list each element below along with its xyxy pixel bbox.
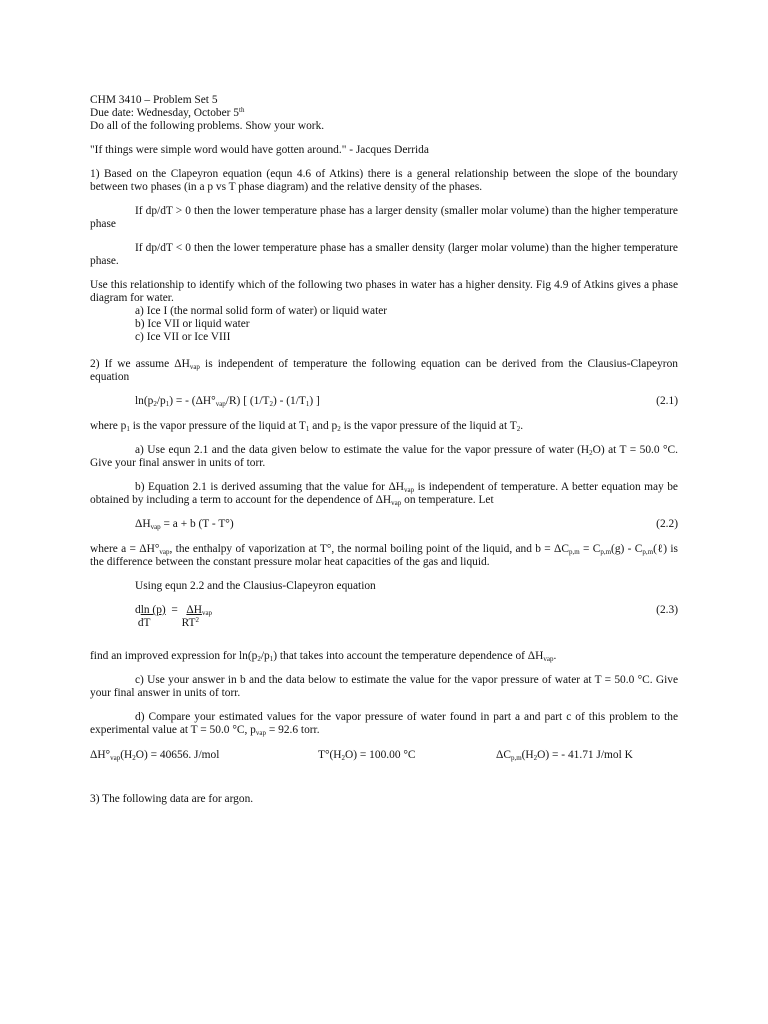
list-item: a) Ice I (the normal solid form of water) or liquid water xyxy=(135,305,388,317)
equation-2-3 xyxy=(135,604,678,632)
list-item: b) Ice VII or liquid water xyxy=(135,318,250,330)
document-page xyxy=(90,94,678,817)
equation-number: (2.2) xyxy=(656,518,678,530)
data-row xyxy=(90,749,678,763)
part-c: c) Use your answer in b and the data below to estimate the value for the vapor pressure of water at T = 50.0 °C. Give your final answer in units of torr. xyxy=(90,674,678,699)
equation-number: (2.1) xyxy=(656,395,678,407)
equation-number: (2.3) xyxy=(656,604,678,616)
part-b: b) Equation 2.1 is derived assuming that the value for $\Delta H_{vap}$ is independent of temperature. A better equation may be obtained by including a term to account for the dependence of $\Delta H_{vap}$ on temperature. Let xyxy=(90,481,678,507)
problem1-list xyxy=(135,305,678,344)
equation-numerator: dln $(p) = \Delta H_{vap}$ xyxy=(135,604,213,617)
part-d: d) Compare your estimated values for the vapor pressure of water found in part a and part c of this problem to the experimental value at T = 50.0 °C, $p_{vap} = 92.6$ torr. xyxy=(90,711,678,737)
due-date: Due date: Wednesday, October 5th xyxy=(90,106,245,119)
problem1-case-positive: If dp/dT > 0 then the lower temperature phase has a larger density (smaller molar volume) than the higher temperature phase xyxy=(90,205,678,230)
header-block xyxy=(90,94,678,133)
boiling-point-value: $T^\circ(H_2O) = 100.00$ °C xyxy=(318,749,416,762)
part-a: a) Use equn 2.1 and the data given below to estimate the value for the vapor pressure of water $(H_2O)$ at T = 50.0 °C. Give your final answer in units of torr. xyxy=(90,444,679,469)
problem1-task: Use this relationship to identify which of the following two phases in water has a higher density. Fig 4.9 of Atkins gives a phase diagram for water. xyxy=(90,279,678,304)
equation-2-2 xyxy=(135,518,678,532)
equation-2-1 xyxy=(135,395,678,409)
where-2-2: where $a = \Delta H^\circ_{vap}$, the enthalpy of vaporization at T°, the normal boiling point of the liquid, and $b = \Delta C_{p,m} = C_{p,m}(g)$ - $C_{p,m}(\ell)$ is the difference between the constant pressure molar heat capacities of the gas and liquid. xyxy=(90,543,678,568)
find-text: find an improved expression for $\ln(p_2/p_1)$ that takes into account the temperature dependence of $\Delta H_{vap}$. xyxy=(90,650,557,663)
problem1-intro: 1) Based on the Clapeyron equation (equn 4.6 of Atkins) there is a general relationship between the slope of the boundary between two phases (in a p vs T phase diagram) and the relative density of the phases. xyxy=(90,168,678,193)
course-title: CHM 3410 – Problem Set 5 xyxy=(90,94,218,106)
quote: "If things were simple word would have gotten around." - Jacques Derrida xyxy=(90,144,429,156)
problem2-intro: 2) If we assume $\Delta H_{vap}$ is independent of temperature the following equation can be derived from the Clausius-Clapeyron equation xyxy=(90,358,678,383)
using-text: Using equn 2.2 and the Clausius-Clapeyron equation xyxy=(135,580,376,592)
instructions: Do all of the following problems. Show your work. xyxy=(90,120,325,132)
heat-capacity-value: $\Delta C_{p,m}(H_2O)$ = - 41.71 J/mol K xyxy=(496,749,633,762)
equation-text: $\Delta H_{vap} = a + b$ (T - T°) xyxy=(135,518,234,531)
where-2-1: where $p_1$ is the vapor pressure of the liquid at $T_1$ and $p_2$ is the vapor pressure of the liquid at $T_2$. xyxy=(90,420,524,433)
problem1-case-negative: If dp/dT < 0 then the lower temperature phase has a smaller density (larger molar volume) than the higher temperature phase. xyxy=(90,242,678,267)
problem3-intro: 3) The following data are for argon. xyxy=(90,793,254,805)
enthalpy-value: $\Delta H^\circ_{vap}(H_2O) = 40656$. J/mol xyxy=(90,749,220,762)
list-item: c) Ice VII or Ice VIII xyxy=(135,331,231,343)
equation-denominator: dT $RT^2$ xyxy=(135,616,199,629)
equation-text: $\ln(p_2/p_1)$ = - $(\Delta H^\circ_{vap}/R)$ [ $(1/T_2) - (1/T_1)$ ] xyxy=(135,395,320,408)
